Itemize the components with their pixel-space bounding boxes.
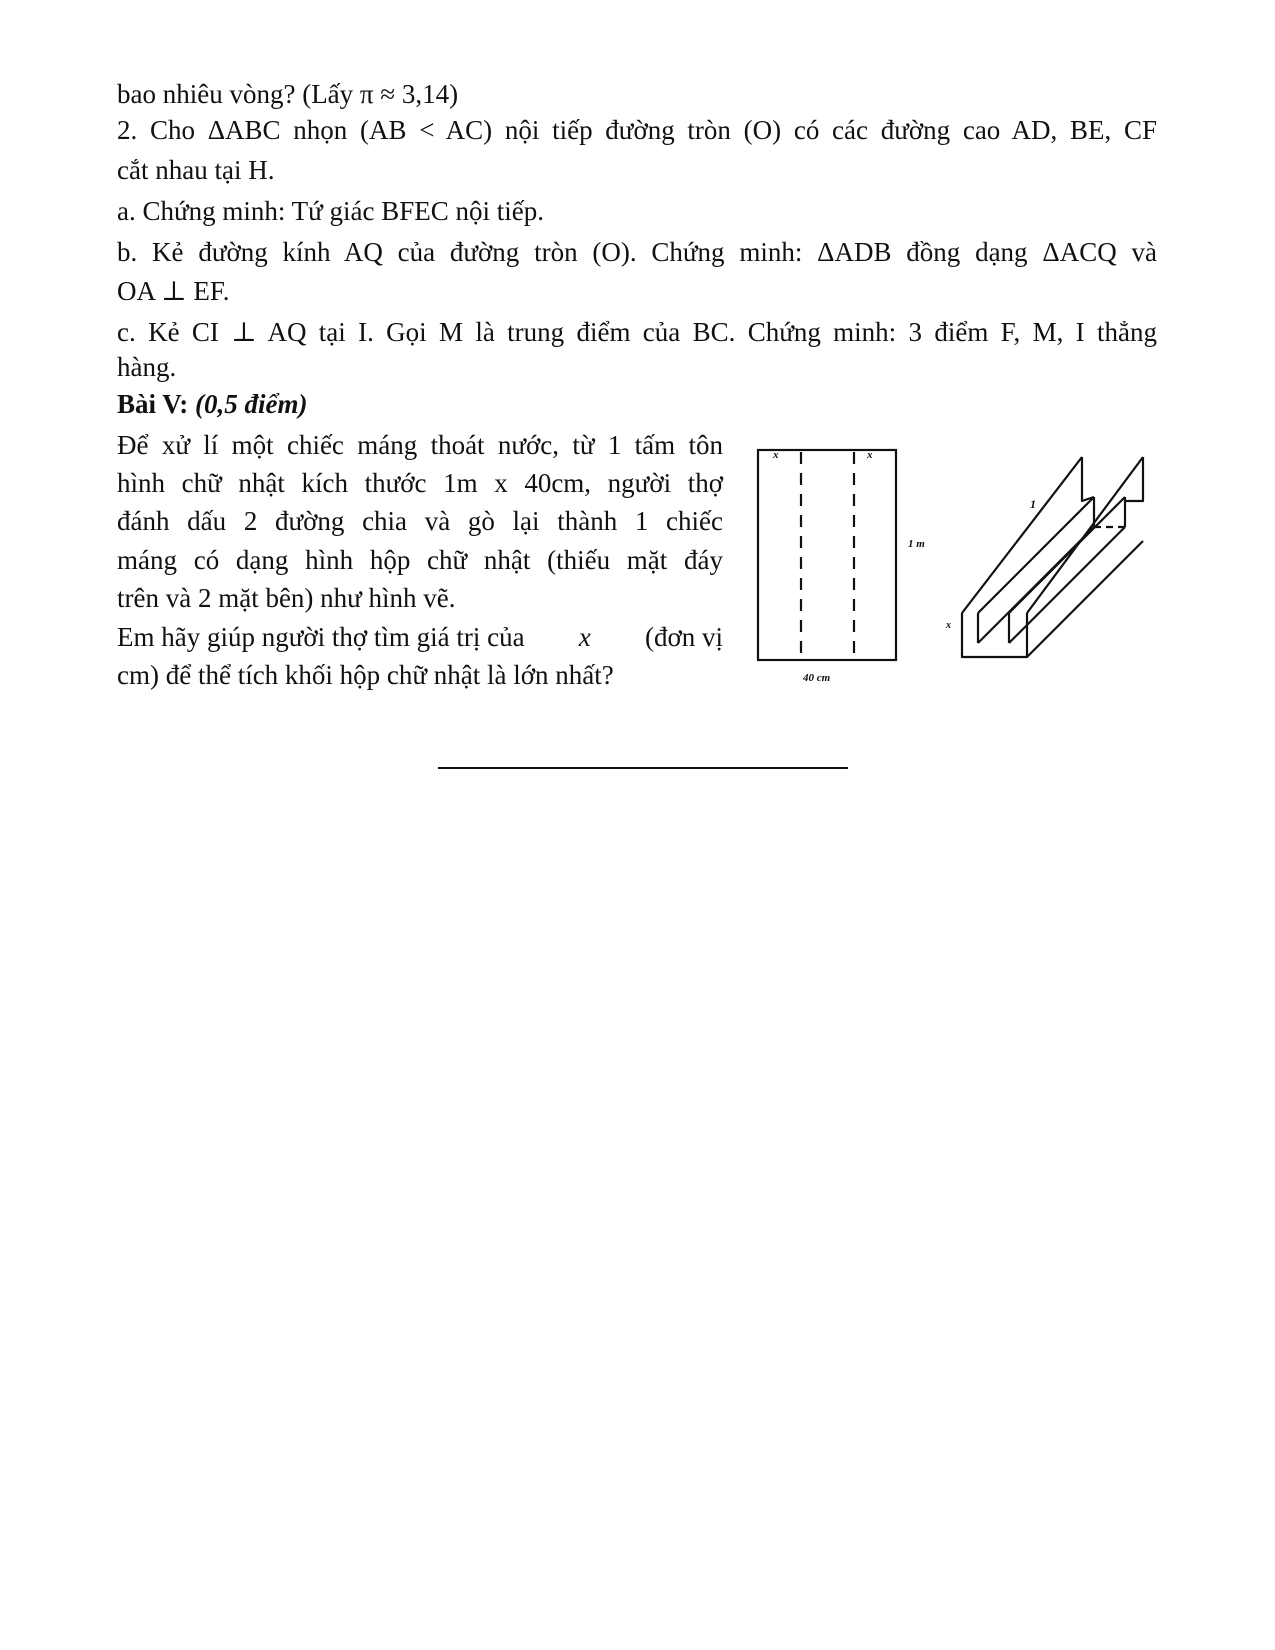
problem-line-part: Em hãy giúp người thợ tìm giá trị của xyxy=(117,622,525,652)
top-edge-left-outer xyxy=(962,457,1082,613)
problem-line: trên và 2 mặt bên) như hình vẽ. xyxy=(117,583,456,613)
text-line: a. Chứng minh: Tứ giác BFEC nội tiếp. xyxy=(117,196,545,226)
section-heading xyxy=(117,387,308,421)
problem-line: Để xử lí một chiếc máng thoát nước, từ 1 tấm tôn xyxy=(117,430,723,460)
text-line: hàng. xyxy=(117,352,177,382)
sheet-diagram xyxy=(756,448,902,666)
label-x-right: x xyxy=(867,449,873,461)
top-edge-left-inner xyxy=(978,497,1094,613)
problem-line: máng có dạng hình hộp chữ nhật (thiếu mặt đáy xyxy=(117,545,723,575)
text-line: OA ⊥ EF. xyxy=(117,276,230,306)
problem-line-part: (đơn vị xyxy=(644,622,723,652)
section-title: Bài V: xyxy=(117,389,189,419)
label-length-3d: 1 xyxy=(1030,497,1036,511)
label-x-3d: x xyxy=(946,620,951,631)
problem-line: cm) để thể tích khối hộp chữ nhật là lớn nhất? xyxy=(117,660,614,690)
text-line: c. Kẻ CI ⊥ AQ tại I. Gọi M là trung điểm của BC. Chứng minh: 3 điểm F, M, I thẳng xyxy=(117,317,1157,347)
problem-line: đánh dấu 2 đường chia và gò lại thành 1 chiếc xyxy=(117,506,723,536)
bottom-edge-outer xyxy=(1027,541,1143,657)
label-height: 1 m xyxy=(908,538,925,550)
end-divider xyxy=(438,767,848,769)
problem-line: hình chữ nhật kích thước 1m x 40cm, người thợ xyxy=(117,468,723,498)
label-width: 40 cm xyxy=(803,672,831,684)
top-edge-right-inner xyxy=(1009,497,1125,613)
text-line: 2. Cho ΔABC nhọn (AB < AC) nội tiếp đường tròn (O) có các đường cao AD, BE, CF xyxy=(117,115,1157,145)
gutter-3d-diagram xyxy=(960,455,1150,665)
variable-x: x xyxy=(578,622,591,652)
sheet-outline xyxy=(758,450,896,660)
text-line: bao nhiêu vòng? (Lấy π ≈ 3,14) xyxy=(117,79,459,109)
section-points: (0,5 điểm) xyxy=(195,389,308,419)
label-x-left: x xyxy=(773,449,779,461)
inner-bottom-right xyxy=(1009,527,1125,643)
text-line: b. Kẻ đường kính AQ của đường tròn (O). Chứng minh: ΔADB đồng dạng ΔACQ và xyxy=(117,237,1157,267)
text-line: cắt nhau tại H. xyxy=(117,155,275,185)
top-edge-right-outer xyxy=(1027,457,1143,613)
problem-line xyxy=(117,620,723,654)
